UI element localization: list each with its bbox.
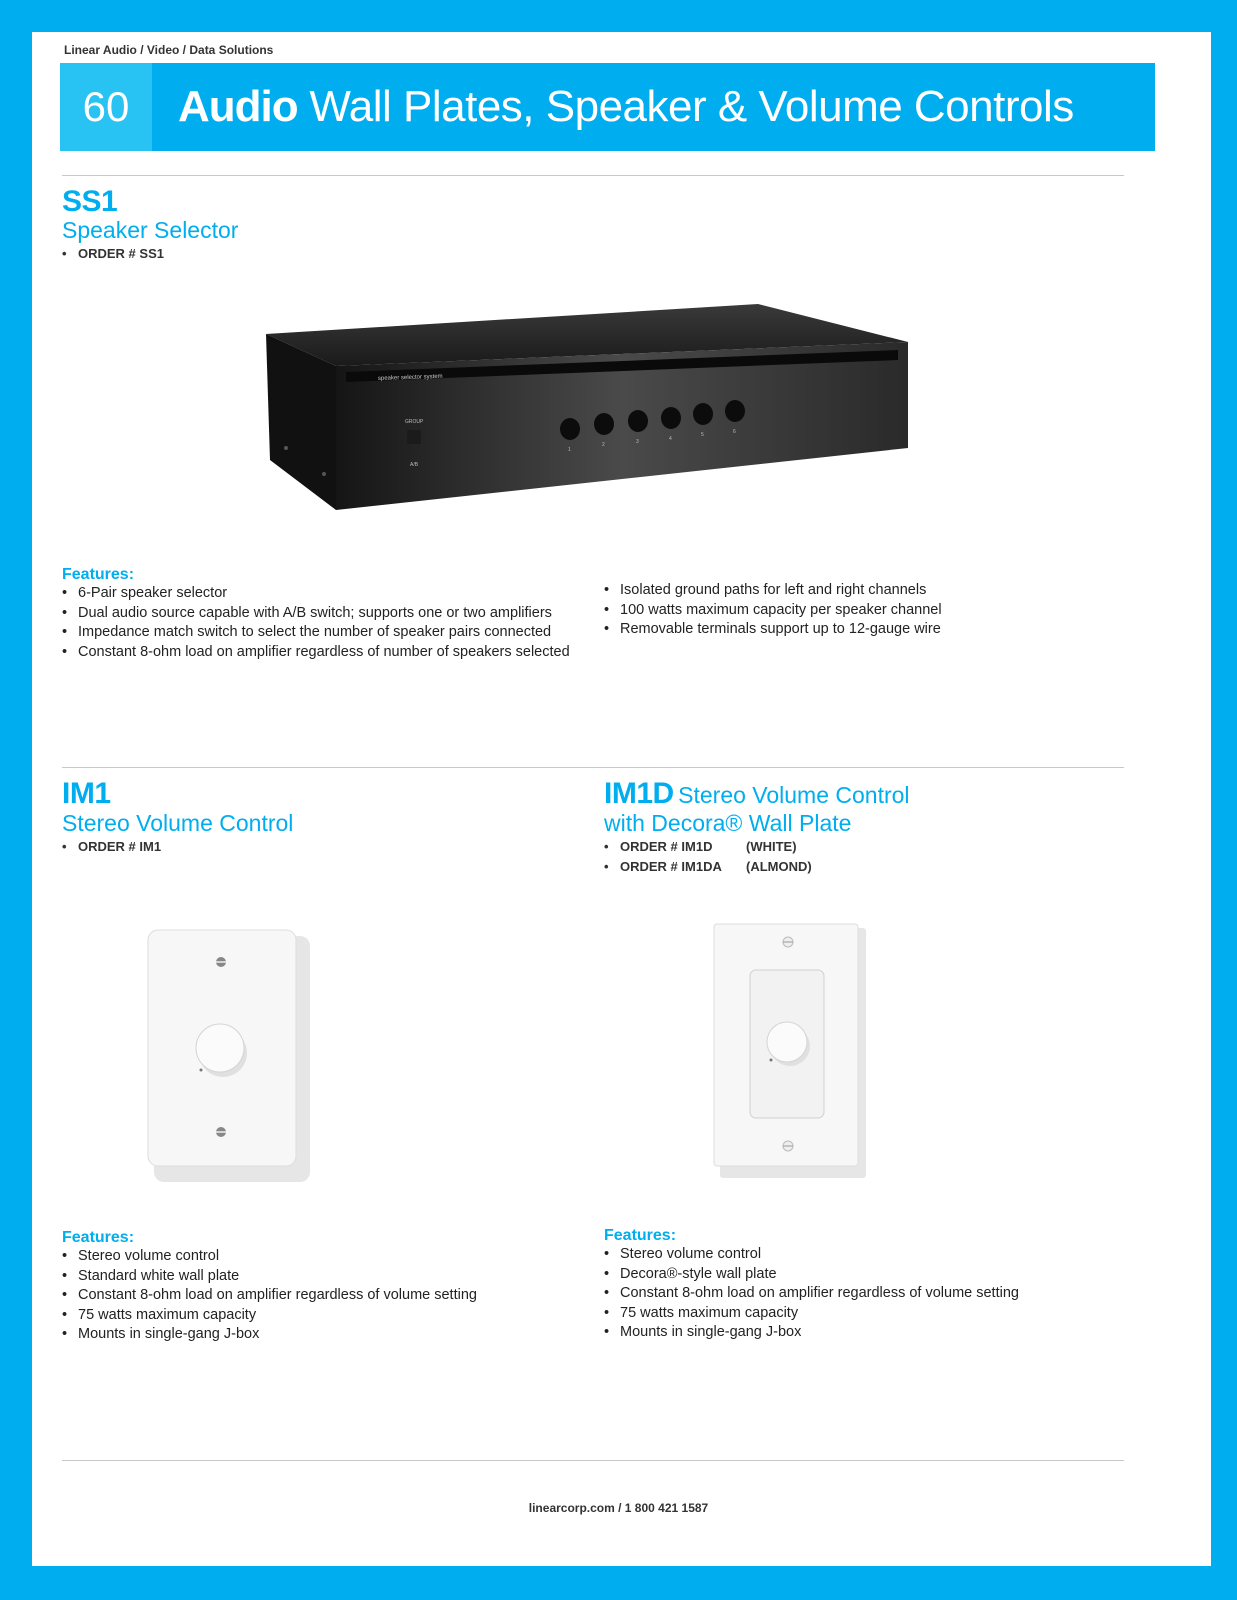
ss1-knob-3 xyxy=(628,410,648,432)
ss1-knob-2 xyxy=(594,413,614,435)
list-item: • Constant 8-ohm load on amplifier regardless of volume setting xyxy=(604,1284,1019,1304)
volume-knob xyxy=(767,1022,807,1062)
im1d-heading xyxy=(604,777,910,811)
ss1-model: SS1 xyxy=(62,185,118,218)
ss1-order-code: ORDER # SS1 xyxy=(78,246,164,261)
ss1-knob-number-6: 6 xyxy=(733,429,736,435)
im1d-order-variant: (WHITE) xyxy=(746,839,797,854)
footer-contact: linearcorp.com / 1 800 421 1587 xyxy=(528,1501,709,1515)
ss1-knob-number-3: 3 xyxy=(636,439,639,445)
title-banner xyxy=(60,63,1155,151)
list-item: • Removable terminals support up to 12-gauge wire xyxy=(604,620,942,640)
im1-model: IM1 xyxy=(62,777,111,810)
list-item: • Standard white wall plate xyxy=(62,1267,477,1287)
im1d-features xyxy=(604,1245,1019,1343)
ss1-ab-switch xyxy=(407,430,421,444)
ss1-knob-1 xyxy=(560,418,580,440)
im1-features-heading: Features: xyxy=(62,1229,135,1246)
list-item: • Isolated ground paths for left and right channels xyxy=(604,581,942,601)
frame-top-bar xyxy=(0,0,1237,32)
ss1-knob-6 xyxy=(725,400,745,422)
list-item: • 75 watts maximum capacity xyxy=(62,1306,477,1326)
section-divider-middle xyxy=(62,767,1124,768)
ss1-features-left xyxy=(62,584,570,662)
im1d-subtitle-line1: Stereo Volume Control xyxy=(678,782,910,808)
im1d-order-code: ORDER # IM1DA xyxy=(620,859,722,874)
im1-product-image xyxy=(140,924,312,1182)
list-item: • Stereo volume control xyxy=(604,1245,1019,1265)
frame-right-bar xyxy=(1211,0,1237,1600)
ss1-order: • ORDER # SS1 xyxy=(62,246,164,261)
im1d-order-white: • ORDER # IM1D (WHITE) xyxy=(604,839,797,854)
im1-features xyxy=(62,1247,477,1345)
im1d-order-code: ORDER # IM1D xyxy=(620,839,713,854)
list-item: • Stereo volume control xyxy=(62,1247,477,1267)
list-item: • Constant 8-ohm load on amplifier regardless of number of speakers selected xyxy=(62,643,570,663)
list-item: • Decora®-style wall plate xyxy=(604,1265,1019,1285)
list-item: • 100 watts maximum capacity per speaker channel xyxy=(604,601,942,621)
im1d-order-almond: • ORDER # IM1DA (ALMOND) xyxy=(604,859,812,874)
ss1-knob-number-2: 2 xyxy=(602,442,605,448)
page-title-rest: Wall Plates, Speaker & Volume Controls xyxy=(297,82,1074,131)
ss1-knob-number-4: 4 xyxy=(669,436,672,442)
im1d-order-variant: (ALMOND) xyxy=(746,859,812,874)
list-item: • Impedance match switch to select the number of speaker pairs connected xyxy=(62,623,570,643)
ss1-features-right xyxy=(604,581,942,640)
list-item: • Mounts in single-gang J-box xyxy=(604,1323,1019,1343)
volume-knob xyxy=(196,1024,244,1072)
section-divider-top xyxy=(62,175,1124,176)
page-title-bold: Audio xyxy=(178,82,298,131)
ss1-features-heading: Features: xyxy=(62,566,135,583)
im1d-features-heading: Features: xyxy=(604,1227,677,1244)
list-item: • Mounts in single-gang J-box xyxy=(62,1325,477,1345)
ss1-knob-number-5: 5 xyxy=(701,432,704,438)
ss1-knob-4 xyxy=(661,407,681,429)
ss1-knob-5 xyxy=(693,403,713,425)
frame-bottom-bar xyxy=(0,1566,1237,1600)
list-item: • 6-Pair speaker selector xyxy=(62,584,570,604)
page-title xyxy=(178,63,1074,151)
ss1-group-label: GROUP xyxy=(405,419,424,425)
im1d-model: IM1D xyxy=(604,777,674,810)
ss1-panel-label: speaker selector system xyxy=(377,373,443,382)
im1d-product-image xyxy=(708,918,870,1180)
im1-subtitle: Stereo Volume Control xyxy=(62,810,294,836)
ss1-product-image xyxy=(258,298,918,530)
ss1-knob-number-1: 1 xyxy=(568,447,571,453)
ss1-ab-label: A/B xyxy=(410,462,419,468)
im1-order-code: ORDER # IM1 xyxy=(78,839,162,854)
im1-order: • ORDER # IM1 xyxy=(62,839,162,854)
list-item: • Dual audio source capable with A/B switch; supports one or two amplifiers xyxy=(62,604,570,624)
im1d-subtitle-line2: with Decora® Wall Plate xyxy=(604,810,852,836)
list-item: • 75 watts maximum capacity xyxy=(604,1304,1019,1324)
ss1-rack-screw-lower xyxy=(322,472,326,476)
frame-left-bar xyxy=(0,0,32,1600)
brand-line: Linear Audio / Video / Data Solutions xyxy=(64,43,274,57)
ss1-rack-screw-upper xyxy=(284,446,288,450)
section-divider-bottom xyxy=(62,1460,1124,1461)
page-number: 60 xyxy=(60,63,152,151)
list-item: • Constant 8-ohm load on amplifier regardless of volume setting xyxy=(62,1286,477,1306)
ss1-subtitle: Speaker Selector xyxy=(62,217,239,243)
